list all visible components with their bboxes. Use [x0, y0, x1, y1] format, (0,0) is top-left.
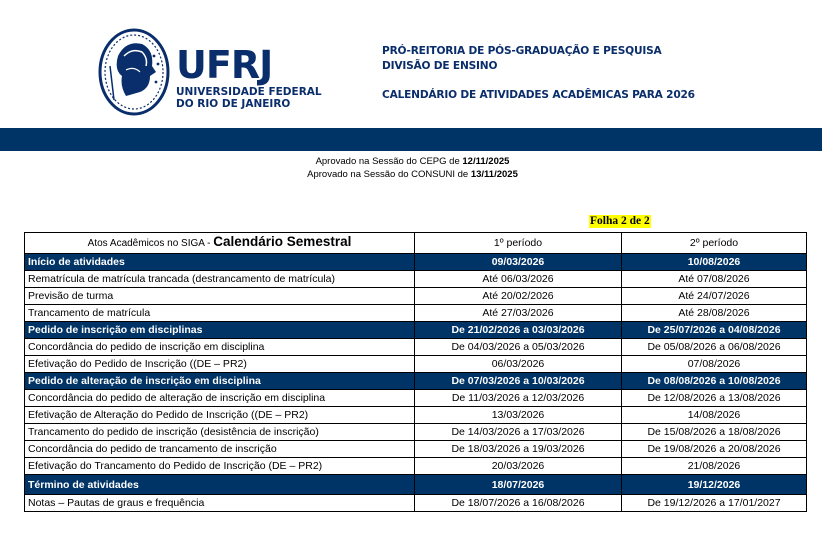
activity-cell: Pedido de alteração de inscrição em disciplina	[25, 373, 415, 390]
period-1-cell: De 07/03/2026 a 10/03/2026	[415, 373, 622, 390]
activity-cell: Trancamento de matrícula	[25, 305, 415, 322]
header-divisao: DIVISÃO DE ENSINO	[382, 60, 498, 72]
period-2-cell: 07/08/2026	[622, 356, 807, 373]
header-period-1: 1º período	[415, 233, 622, 254]
header-period-2: 2º período	[622, 233, 807, 254]
period-1-cell: De 21/02/2026 a 03/03/2026	[415, 322, 622, 339]
period-2-cell: De 05/08/2026 a 06/08/2026	[622, 339, 807, 356]
period-1-cell: De 18/07/2026 a 16/08/2026	[415, 495, 622, 512]
period-1-cell: 06/03/2026	[415, 356, 622, 373]
activity-cell: Trancamento do pedido de inscrição (desistência de inscrição)	[25, 424, 415, 441]
period-2-cell: Até 24/07/2026	[622, 288, 807, 305]
section-row	[25, 475, 807, 495]
activity-cell: Rematrícula de matrícula trancada (destrancamento de matrícula)	[25, 271, 415, 288]
period-2-cell: 21/08/2026	[622, 458, 807, 475]
period-2-cell: De 15/08/2026 a 18/08/2026	[622, 424, 807, 441]
activity-cell: Início de atividades	[25, 254, 415, 271]
minerva-seal-icon	[96, 26, 172, 118]
activity-cell: Concordância do pedido de alteração de inscrição em disciplina	[25, 390, 415, 407]
section-row	[25, 373, 807, 390]
table-row	[25, 356, 807, 373]
header-acts	[25, 233, 415, 254]
ufrj-logo	[96, 26, 328, 122]
period-1-cell: De 04/03/2026 a 05/03/2026	[415, 339, 622, 356]
header-title: CALENDÁRIO DE ATIVIDADES ACADÊMICAS PARA 2026	[382, 89, 695, 101]
period-2-cell: 19/12/2026	[622, 475, 807, 495]
table-row	[25, 495, 807, 512]
approval-consuni-prefix: Aprovado na Sessão do CONSUNI de	[307, 169, 469, 180]
logo-line-2: DO RIO DE JANEIRO	[176, 98, 291, 110]
table-row	[25, 458, 807, 475]
table-row	[25, 390, 807, 407]
activity-cell: Efetivação de Alteração do Pedido de Inscrição ((DE – PR2)	[25, 407, 415, 424]
approval-cepg	[0, 156, 825, 168]
activity-cell: Concordância do pedido de trancamento de inscrição	[25, 441, 415, 458]
table-row	[25, 339, 807, 356]
table-row	[25, 441, 807, 458]
period-2-cell: De 19/08/2026 a 20/08/2026	[622, 441, 807, 458]
calendar-table	[24, 232, 807, 512]
period-1-cell: De 18/03/2026 a 19/03/2026	[415, 441, 622, 458]
activity-cell: Notas – Pautas de graus e frequência	[25, 495, 415, 512]
section-row	[25, 322, 807, 339]
approval-cepg-prefix: Aprovado na Sessão do CEPG de	[315, 156, 460, 167]
logo-acronym: UFRJ	[176, 43, 273, 87]
table-row	[25, 305, 807, 322]
header-band	[0, 128, 822, 151]
header-acts-prefix: Atos Acadêmicos no SIGA -	[87, 238, 214, 249]
table-row	[25, 407, 807, 424]
period-2-cell: 10/08/2026	[622, 254, 807, 271]
activity-cell: Efetivação do Trancamento do Pedido de Inscrição (DE – PR2)	[25, 458, 415, 475]
table-row	[25, 288, 807, 305]
section-row	[25, 254, 807, 271]
period-2-cell: De 08/08/2026 a 10/08/2026	[622, 373, 807, 390]
activity-cell: Término de atividades	[25, 475, 415, 495]
activity-cell: Previsão de turma	[25, 288, 415, 305]
sheet-label: Folha 2 de 2	[590, 215, 650, 227]
table-row	[25, 424, 807, 441]
logo-line-1: UNIVERSIDADE FEDERAL	[176, 86, 322, 98]
period-2-cell: Até 07/08/2026	[622, 271, 807, 288]
header-pro-reitoria: PRÓ-REITORIA DE PÓS-GRADUAÇÃO E PESQUISA	[382, 45, 662, 57]
period-2-cell: 14/08/2026	[622, 407, 807, 424]
period-2-cell: De 19/12/2026 a 17/01/2027	[622, 495, 807, 512]
period-1-cell: De 11/03/2026 a 12/03/2026	[415, 390, 622, 407]
activity-cell: Efetivação do Pedido de Inscrição ((DE – PR2)	[25, 356, 415, 373]
approval-consuni-date: 13/11/2025	[470, 169, 518, 180]
header-acts-title: Calendário Semestral	[213, 234, 352, 249]
period-1-cell: 20/03/2026	[415, 458, 622, 475]
period-1-cell: 09/03/2026	[415, 254, 622, 271]
table-row	[25, 271, 807, 288]
period-1-cell: 18/07/2026	[415, 475, 622, 495]
activity-cell: Concordância do pedido de inscrição em disciplina	[25, 339, 415, 356]
table-header-row	[25, 233, 807, 254]
period-1-cell: Até 06/03/2026	[415, 271, 622, 288]
activity-cell: Pedido de inscrição em disciplinas	[25, 322, 415, 339]
period-2-cell: De 25/07/2026 a 04/08/2026	[622, 322, 807, 339]
period-2-cell: Até 28/08/2026	[622, 305, 807, 322]
period-1-cell: Até 20/02/2026	[415, 288, 622, 305]
period-1-cell: De 14/03/2026 a 17/03/2026	[415, 424, 622, 441]
approval-cepg-date: 12/11/2025	[462, 156, 510, 167]
period-1-cell: 13/03/2026	[415, 407, 622, 424]
period-1-cell: Até 27/03/2026	[415, 305, 622, 322]
period-2-cell: De 12/08/2026 a 13/08/2026	[622, 390, 807, 407]
approval-consuni	[0, 169, 825, 181]
